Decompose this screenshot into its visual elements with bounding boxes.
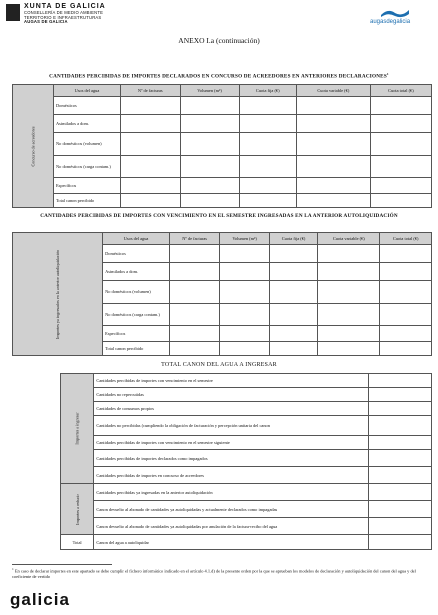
section1-title-text: CANTIDADES PERCIBIDAS DE IMPORTES DECLARADOS EN CONCURSO DE ACREEDORES EN ANTERIORES DECLARACIONES: [49, 73, 387, 80]
input-cell[interactable]: [121, 115, 181, 133]
input-cell[interactable]: [220, 263, 270, 281]
annex-title: ANEXO I.a (continuación): [178, 36, 260, 45]
input-cell[interactable]: [170, 245, 220, 263]
input-cell[interactable]: [318, 341, 380, 355]
input-cell[interactable]: [220, 281, 270, 303]
row-label: Cantidades no repercutidas: [94, 388, 369, 402]
row-label: Cantidades percibidas ya ingresadas en la anterior autoliquidación: [94, 484, 369, 501]
input-cell[interactable]: [369, 436, 432, 450]
input-cell[interactable]: [369, 374, 432, 388]
input-cell[interactable]: [369, 501, 432, 518]
input-cell[interactable]: [380, 263, 432, 281]
input-cell[interactable]: [370, 97, 431, 115]
input-cell[interactable]: [296, 155, 370, 177]
row-label: Total canon percibido: [103, 341, 170, 355]
input-cell[interactable]: [369, 388, 432, 402]
footnote-ref: 1: [386, 72, 389, 76]
input-cell[interactable]: [170, 263, 220, 281]
input-cell[interactable]: [239, 97, 296, 115]
augas-logo-text: augasdegalicia: [370, 19, 411, 25]
input-cell[interactable]: [121, 177, 181, 193]
input-cell[interactable]: [170, 303, 220, 325]
footnote-divider: [12, 564, 112, 565]
input-cell[interactable]: [170, 341, 220, 355]
input-cell[interactable]: [369, 518, 432, 535]
org-name: XUNTA DE GALICIA: [24, 3, 106, 10]
row-label: Asimilados a dom.: [54, 115, 121, 133]
input-cell[interactable]: [296, 193, 370, 207]
augas-wave-icon: [380, 8, 410, 18]
input-cell[interactable]: [369, 467, 432, 484]
column-header: Volumen (m³): [220, 233, 270, 245]
input-cell[interactable]: [180, 155, 239, 177]
section2-side-label: Importes ya ingresados en la anterior autoliquidación: [13, 233, 103, 356]
input-cell[interactable]: [380, 341, 432, 355]
input-cell[interactable]: [239, 177, 296, 193]
input-cell[interactable]: [239, 193, 296, 207]
section1-title: [6, 71, 432, 80]
row-label: Canon devuelto al abonado de cantidades ya autoliquidadas por anulación de la factura-recibo del agua: [94, 518, 369, 535]
input-cell[interactable]: [180, 193, 239, 207]
input-cell[interactable]: [369, 416, 432, 436]
input-cell[interactable]: [370, 133, 431, 155]
input-cell[interactable]: [269, 245, 317, 263]
row-label: No domésticos (volumen): [54, 133, 121, 155]
row-label: Específicos: [54, 177, 121, 193]
input-cell[interactable]: [318, 325, 380, 341]
column-header: Cuota total (€): [380, 233, 432, 245]
input-cell[interactable]: [369, 450, 432, 467]
column-header: Cuota fija (€): [269, 233, 317, 245]
row-label: Canon del agua a autoliquidar: [94, 535, 369, 550]
input-cell[interactable]: [380, 281, 432, 303]
group-total-label: Total: [61, 535, 94, 550]
row-label: Cantidades percibidas de importes en concurso de acreedores: [94, 467, 369, 484]
input-cell[interactable]: [370, 155, 431, 177]
input-cell[interactable]: [370, 193, 431, 207]
row-label: Asimilados a dom.: [103, 263, 170, 281]
column-header: Volumen (m³): [180, 85, 239, 97]
input-cell[interactable]: [121, 133, 181, 155]
input-cell[interactable]: [318, 281, 380, 303]
footnote-marker: 1: [12, 567, 14, 571]
input-cell[interactable]: [180, 133, 239, 155]
section1-side-label: Concurso de acreedores: [13, 85, 54, 208]
input-cell[interactable]: [180, 177, 239, 193]
input-cell[interactable]: [269, 325, 317, 341]
footnote: [12, 567, 428, 579]
row-label: Canon devuelto al abonado de cantidades ya autoliquidadas y actualmente declarados como impagadas: [94, 501, 369, 518]
input-cell[interactable]: [369, 484, 432, 501]
row-label: Cantidades percibidas de importes con vencimiento en el semestre siguiente: [94, 436, 369, 450]
column-header: Cuota total (€): [370, 85, 431, 97]
input-cell[interactable]: [296, 97, 370, 115]
input-cell[interactable]: [239, 133, 296, 155]
input-cell[interactable]: [121, 155, 181, 177]
input-cell[interactable]: [370, 115, 431, 133]
input-cell[interactable]: [269, 263, 317, 281]
group-reducir-label: Importes a reducir: [61, 484, 94, 535]
input-cell[interactable]: [121, 97, 181, 115]
row-label: No domésticos (volumen): [103, 281, 170, 303]
row-label: Específicos: [103, 325, 170, 341]
column-header: Cuota fija (€): [239, 85, 296, 97]
input-cell[interactable]: [296, 115, 370, 133]
row-label: Domésticos: [54, 97, 121, 115]
section2-table: [12, 232, 432, 356]
section3-title: TOTAL CANON DEL AGUA A INGRESAR: [161, 362, 277, 368]
input-cell[interactable]: [220, 325, 270, 341]
input-cell[interactable]: [318, 245, 380, 263]
input-cell[interactable]: [170, 325, 220, 341]
input-cell[interactable]: [369, 535, 432, 550]
section3-table: [60, 373, 432, 550]
xunta-crest-icon: [6, 4, 20, 21]
input-cell[interactable]: [380, 245, 432, 263]
row-label: Cantidades de consumos propios: [94, 402, 369, 416]
input-cell[interactable]: [220, 245, 270, 263]
input-cell[interactable]: [370, 177, 431, 193]
row-label: Total canon percibido: [54, 193, 121, 207]
input-cell[interactable]: [239, 115, 296, 133]
column-header: Nº de facturas: [170, 233, 220, 245]
input-cell[interactable]: [180, 97, 239, 115]
row-label: No domésticos (carga contam.): [54, 155, 121, 177]
column-header: Usos del agua: [103, 233, 170, 245]
input-cell[interactable]: [239, 155, 296, 177]
galicia-brand: galicia: [10, 590, 70, 609]
input-cell[interactable]: [269, 303, 317, 325]
group-ingresar-label: Importes a ingresar: [61, 374, 94, 484]
input-cell[interactable]: [180, 115, 239, 133]
column-header: Cuota variable (€): [296, 85, 370, 97]
input-cell[interactable]: [121, 193, 181, 207]
column-header: Nº de facturas: [121, 85, 181, 97]
section2-title: CANTIDADES PERCIBIDAS DE IMPORTES CON VENCIMIENTO EN EL SEMESTRE INGRESADAS EN LA ANTERIOR AUTOLIQUIDACIÓN: [40, 213, 398, 219]
input-cell[interactable]: [318, 303, 380, 325]
input-cell[interactable]: [269, 341, 317, 355]
input-cell[interactable]: [296, 177, 370, 193]
department-line: CONSELLERÍA DE MEDIO AMBIENTE: [24, 10, 104, 15]
input-cell[interactable]: [318, 263, 380, 281]
input-cell[interactable]: [170, 281, 220, 303]
section1-table: [12, 84, 432, 208]
input-cell[interactable]: [380, 325, 432, 341]
input-cell[interactable]: [220, 341, 270, 355]
input-cell[interactable]: [269, 281, 317, 303]
department-name: [24, 11, 144, 25]
column-header: Usos del agua: [54, 85, 121, 97]
row-label: Cantidades percibidas de importes con vencimiento en el semestre: [94, 374, 369, 388]
row-label: No domésticos (carga contam.): [103, 303, 170, 325]
column-header: Cuota variable (€): [318, 233, 380, 245]
footnote-text: En caso de declarar importes en este apartado se debe cumplir el fichero informático indicado en el artículo 4.1.d) de la presente orden por la que se aprueban los modelos de declaración y autoliquidación del canon del agua y del coeficiente de vertido: [12, 568, 416, 579]
input-cell[interactable]: [369, 402, 432, 416]
department-line: AUGAS DE GALICIA: [24, 19, 68, 25]
row-label: Domésticos: [103, 245, 170, 263]
input-cell[interactable]: [220, 303, 270, 325]
row-label: Cantidades percibidas de importes declarados como impagados: [94, 450, 369, 467]
input-cell[interactable]: [296, 133, 370, 155]
input-cell[interactable]: [380, 303, 432, 325]
row-label: Cantidades no percibidas (cumpliendo la obligación de facturación y percepción unitaria del canon: [94, 416, 369, 436]
department-line: TERRITORIO E INFRAESTRUTURAS: [24, 14, 102, 20]
